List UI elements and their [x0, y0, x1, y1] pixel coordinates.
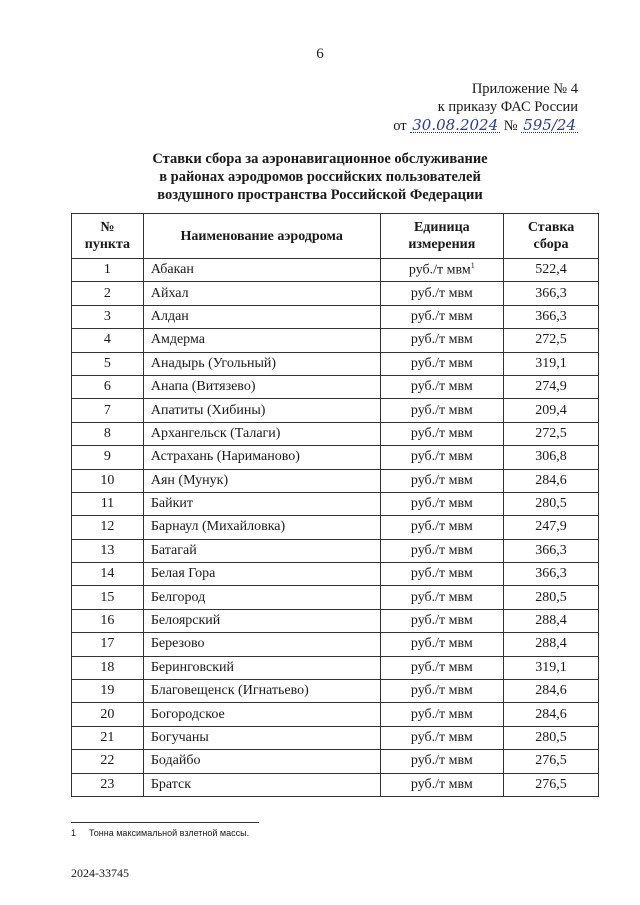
row-number [72, 680, 144, 703]
rate-text: 288,4 [535, 636, 567, 652]
aerodrome-name-text: Амдерма [150, 332, 205, 348]
rate [504, 750, 599, 773]
rate-text: 284,6 [535, 683, 567, 699]
unit [380, 492, 504, 515]
unit [380, 586, 504, 609]
annex-order-ref: к приказу ФАС России [437, 99, 578, 115]
rate-text: 319,1 [535, 355, 567, 371]
table-row [72, 539, 599, 562]
aerodrome-name-text: Белоярский [150, 613, 221, 629]
unit [380, 399, 504, 422]
aerodrome-name [143, 422, 380, 445]
rate-text: 284,6 [535, 472, 567, 488]
rate-text: 276,5 [535, 776, 567, 792]
table-row [72, 352, 599, 375]
row-number-text: 17 [100, 636, 115, 652]
table-row [72, 773, 599, 796]
aerodrome-name [143, 680, 380, 703]
unit-text: руб./т мвм [410, 425, 473, 441]
aerodrome-name-text: Белая Гора [150, 566, 216, 582]
row-number-text: 22 [100, 753, 115, 769]
rate-text: 280,5 [535, 589, 567, 605]
unit-text: руб./т мвм [410, 613, 473, 629]
aerodrome-name [143, 609, 380, 632]
row-number-text: 2 [103, 285, 111, 301]
rate-text: 288,4 [535, 613, 567, 629]
rate [504, 329, 599, 352]
annex-date-line [393, 116, 578, 135]
unit-footnote-mark: 1 [470, 261, 475, 271]
unit-text: руб./т мвм [410, 659, 473, 675]
row-number [72, 609, 144, 632]
rate-text: 319,1 [535, 659, 567, 675]
unit-text: руб./т мвм [410, 542, 473, 558]
aerodrome-name-text: Абакан [150, 262, 194, 278]
rate [504, 259, 599, 282]
unit-text: руб./т мвм [410, 683, 473, 699]
table-body [72, 259, 599, 797]
table-row [72, 375, 599, 398]
row-number-text: 19 [100, 683, 115, 699]
row-number [72, 282, 144, 305]
row-number [72, 329, 144, 352]
row-number-text: 4 [103, 332, 111, 348]
unit-text: руб./т мвм [410, 285, 473, 301]
header-rate [504, 214, 599, 259]
footnote [71, 828, 249, 838]
unit [380, 680, 504, 703]
aerodrome-name-text: Братск [150, 776, 192, 792]
document-title [0, 150, 640, 204]
table-row [72, 305, 599, 328]
aerodrome-name-text: Архангельск (Талаги) [150, 425, 281, 441]
aerodrome-name [143, 539, 380, 562]
aerodrome-name-text: Аян (Мунук) [150, 472, 229, 488]
rate-text: 274,9 [535, 379, 567, 395]
title-line-1: Ставки сбора за аэронавигационное обслуживание [152, 151, 488, 167]
footnote-divider [71, 822, 259, 823]
rate-text: 366,3 [535, 542, 567, 558]
aerodrome-name [143, 703, 380, 726]
aerodrome-name-text: Благовещенск (Игнатьево) [150, 683, 309, 699]
annex-number-field [521, 116, 578, 135]
aerodrome-name [143, 656, 380, 679]
row-number [72, 750, 144, 773]
rate [504, 726, 599, 749]
aerodrome-name [143, 586, 380, 609]
table-row [72, 656, 599, 679]
annex-title: Приложение № 4 [471, 81, 578, 97]
aerodrome-name [143, 563, 380, 586]
rate [504, 305, 599, 328]
table-row [72, 399, 599, 422]
aerodrome-name-text: Беринговский [150, 659, 235, 675]
table-row [72, 586, 599, 609]
table-row [72, 282, 599, 305]
aerodrome-name-text: Айхал [150, 285, 189, 301]
unit-text: руб./т мвм [410, 519, 473, 535]
title-line-3: воздушного пространства Российской Федерации [157, 187, 483, 203]
unit-text: руб./т мвм [410, 589, 473, 605]
header-unit [380, 214, 504, 259]
row-number-text: 6 [103, 379, 111, 395]
header-number-sign: № [100, 220, 115, 235]
rate-text: 209,4 [535, 402, 567, 418]
row-number [72, 305, 144, 328]
rate [504, 516, 599, 539]
rate [504, 422, 599, 445]
rate-text: 272,5 [535, 332, 567, 348]
rate [504, 586, 599, 609]
table-row [72, 680, 599, 703]
aerodrome-name [143, 633, 380, 656]
unit-text: руб./т мвм [408, 263, 471, 279]
aerodrome-name-text: Анадырь (Угольный) [150, 355, 277, 371]
unit [380, 516, 504, 539]
aerodrome-name-text: Богородское [150, 706, 225, 722]
annex-number-label: № [503, 118, 518, 134]
aerodrome-name-text: Барнаул (Михайловка) [150, 519, 286, 535]
rate-text: 306,8 [535, 449, 567, 465]
aerodrome-name [143, 516, 380, 539]
row-number-text: 14 [100, 566, 115, 582]
rate [504, 492, 599, 515]
row-number-text: 10 [100, 472, 115, 488]
row-number-text: 9 [103, 449, 111, 465]
row-number-text: 7 [103, 402, 111, 418]
row-number [72, 516, 144, 539]
unit-text: руб./т мвм [410, 706, 473, 722]
header-name: Наименование аэродрома [143, 214, 380, 259]
header-number [72, 214, 144, 259]
unit-text: руб./т мвм [410, 776, 473, 792]
aerodrome-name-text: Астрахань (Нариманово) [150, 449, 300, 465]
row-number [72, 259, 144, 282]
annex-block [393, 80, 578, 135]
aerodrome-name-text: Байкит [150, 496, 194, 512]
unit-text: руб./т мвм [410, 308, 473, 324]
unit [380, 563, 504, 586]
aerodrome-name [143, 282, 380, 305]
row-number [72, 773, 144, 796]
row-number-text: 18 [100, 659, 115, 675]
unit-text: руб./т мвм [410, 496, 473, 512]
unit-text: руб./т мвм [410, 379, 473, 395]
row-number [72, 539, 144, 562]
table-row [72, 422, 599, 445]
aerodrome-name-text: Алдан [150, 308, 189, 324]
unit [380, 609, 504, 632]
page-number: 6 [316, 46, 324, 62]
aerodrome-name [143, 399, 380, 422]
table-row [72, 726, 599, 749]
rate [504, 656, 599, 679]
unit [380, 469, 504, 492]
rate [504, 352, 599, 375]
rate [504, 703, 599, 726]
row-number [72, 492, 144, 515]
aerodrome-name [143, 305, 380, 328]
unit [380, 305, 504, 328]
rate-text: 522,4 [535, 262, 567, 278]
handwritten-date: 30.08.2024 [412, 116, 499, 134]
unit [380, 750, 504, 773]
header-rate-line-2: сбора [533, 237, 569, 252]
row-number [72, 375, 144, 398]
aerodrome-name [143, 469, 380, 492]
rate [504, 282, 599, 305]
row-number-text: 5 [103, 355, 111, 371]
rate-text: 247,9 [535, 519, 567, 535]
unit [380, 329, 504, 352]
rate-text: 366,3 [535, 566, 567, 582]
row-number-text: 16 [100, 613, 115, 629]
rate [504, 773, 599, 796]
rate-text: 280,5 [535, 496, 567, 512]
rate-text: 272,5 [535, 425, 567, 441]
rate [504, 563, 599, 586]
row-number [72, 633, 144, 656]
unit [380, 726, 504, 749]
rate [504, 399, 599, 422]
row-number-text: 21 [100, 730, 115, 745]
aerodrome-name [143, 259, 380, 282]
row-number [72, 469, 144, 492]
row-number-text: 11 [100, 496, 115, 512]
row-number-text: 15 [100, 589, 115, 605]
rate-text: 276,5 [535, 753, 567, 769]
rate [504, 469, 599, 492]
unit-text: руб./т мвм [410, 332, 473, 348]
aerodrome-name [143, 750, 380, 773]
aerodrome-name [143, 329, 380, 352]
unit [380, 352, 504, 375]
row-number [72, 352, 144, 375]
row-number [72, 656, 144, 679]
table-row [72, 703, 599, 726]
aerodrome-name [143, 773, 380, 796]
unit-text: руб./т мвм [410, 355, 473, 371]
row-number [72, 399, 144, 422]
aerodrome-name-text: Бодайбо [150, 753, 201, 769]
aerodrome-name-text: Анапа (Витязево) [150, 379, 256, 395]
table-row [72, 563, 599, 586]
unit [380, 703, 504, 726]
rate [504, 539, 599, 562]
row-number [72, 726, 144, 749]
row-number-text: 23 [100, 776, 115, 792]
unit [380, 446, 504, 469]
aerodrome-name [143, 375, 380, 398]
unit [380, 539, 504, 562]
handwritten-number: 595/24 [523, 116, 576, 134]
table-row [72, 469, 599, 492]
document-id: 2024-33745 [71, 866, 129, 880]
footnote-text: Тонна максимальной взлетной массы. [89, 828, 250, 838]
header-unit-line-1: Единица [413, 220, 470, 235]
unit [380, 422, 504, 445]
row-number [72, 563, 144, 586]
footnote-mark: 1 [71, 828, 77, 838]
rate [504, 633, 599, 656]
title-line-2: в районах аэродромов российских пользователей [159, 169, 481, 185]
unit-text: руб./т мвм [410, 472, 473, 488]
unit-text: руб./т мвм [410, 636, 473, 652]
table-header-row [72, 214, 599, 259]
rate-text: 280,5 [535, 730, 567, 745]
unit-text: руб./т мвм [410, 402, 473, 418]
header-unit-line-2: измерения [408, 237, 476, 252]
row-number-text: 1 [103, 262, 111, 278]
rate [504, 609, 599, 632]
annex-date-field [410, 116, 500, 135]
unit-text: руб./т мвм [410, 753, 473, 769]
aerodrome-name-text: Березово [150, 636, 205, 652]
unit [380, 773, 504, 796]
table-row [72, 329, 599, 352]
row-number [72, 703, 144, 726]
table-row [72, 633, 599, 656]
aerodrome-name [143, 492, 380, 515]
unit-text: руб./т мвм [410, 449, 473, 465]
table-row [72, 492, 599, 515]
unit [380, 259, 504, 282]
row-number [72, 586, 144, 609]
header-number-label: пункта [84, 237, 131, 252]
unit [380, 375, 504, 398]
unit [380, 282, 504, 305]
table-row [72, 609, 599, 632]
annex-date-prefix: от [393, 118, 407, 134]
aerodrome-name-text: Богучаны [150, 730, 209, 745]
row-number [72, 422, 144, 445]
aerodrome-name [143, 446, 380, 469]
rate [504, 375, 599, 398]
unit [380, 656, 504, 679]
aerodrome-name [143, 726, 380, 749]
row-number-text: 8 [103, 425, 111, 441]
aerodrome-name-text: Апатиты (Хибины) [150, 402, 266, 418]
rate [504, 680, 599, 703]
rate-text: 284,6 [535, 706, 567, 722]
row-number [72, 446, 144, 469]
row-number-text: 12 [100, 519, 115, 535]
rate-text: 366,3 [535, 285, 567, 301]
rates-table [71, 213, 599, 797]
table-row [72, 516, 599, 539]
aerodrome-name-text: Батагай [150, 542, 197, 558]
table-row [72, 750, 599, 773]
table-row [72, 446, 599, 469]
aerodrome-name-text: Белгород [150, 589, 206, 605]
row-number-text: 3 [103, 308, 111, 324]
header-rate-line-1: Ставка [527, 220, 575, 235]
row-number-text: 20 [100, 706, 115, 722]
table-row [72, 259, 599, 282]
aerodrome-name [143, 352, 380, 375]
unit-text: руб./т мвм [410, 730, 473, 745]
row-number-text: 13 [100, 542, 115, 558]
rate [504, 446, 599, 469]
rate-text: 366,3 [535, 308, 567, 324]
unit [380, 633, 504, 656]
unit-text: руб./т мвм [410, 566, 473, 582]
